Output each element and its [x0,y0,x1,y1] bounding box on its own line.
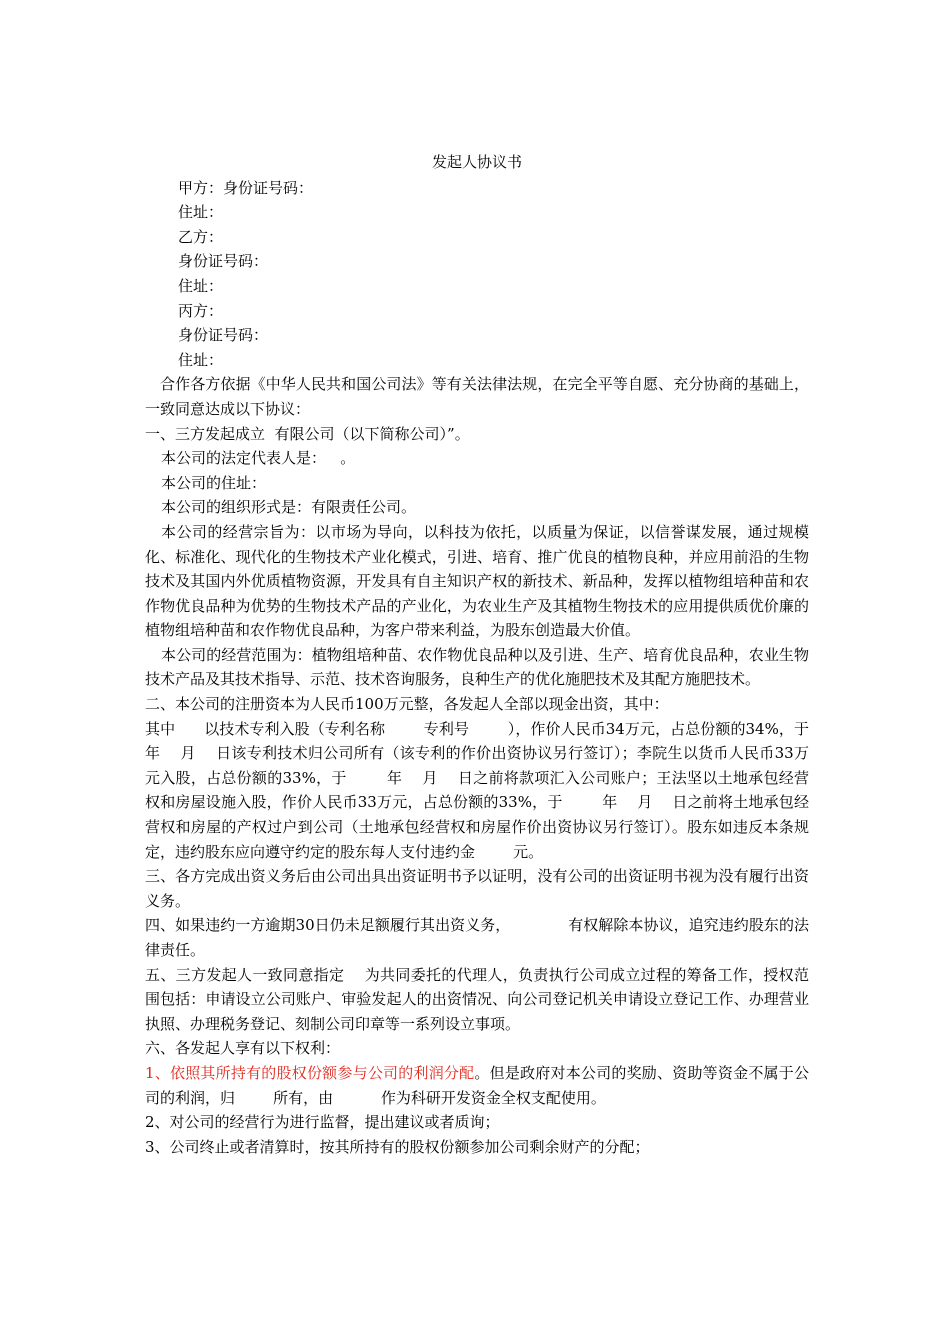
right-item-3: 3、公司终止或者清算时，按其所持有的股权份额参加公司剩余财产的分配； [145,1137,650,1156]
section-4: 四、如果违约一方逾期30日仍未足额履行其出资义务， 有权解除本协议，追究违约股东的法律责任。 [145,916,809,959]
party-a-id: 甲方：身份证号码： [178,178,314,197]
intro-paragraph: 合作各方依据《中华人民共和国公司法》等有关法律法规，在完全平等自愿、充分协商的基础上，一致同意达成以下协议： [145,375,809,418]
business-purpose: 本公司的经营宗旨为：以市场为导向，以科技为依托，以质量为保证，以信誉谋发展，通过规模化、标准化、现代化的生物技术产业化模式，引进、培育、推广优良的植物良种，并应用前沿的生物技术及其国内外优质植物资源，开发具有自主知识产权的新技术、新品种，发挥以植物组培种苗和农作物优良品种为优势的生物技术产品的产业化，为农业生产及其植物生物技术的应用提供质优价廉的植物组培种苗和农作物优良品种，为客户带来利益，为股东创造最大价值。 [145,522,809,640]
party-c-id: 身份证号码： [178,326,269,345]
legal-representative: 本公司的法定代表人是： 。 [161,449,356,468]
section-2-body: 其中 以技术专利入股（专利名称 专利号 ），作价人民币34万元，占总份额的34%，于 年 月 日该专利技术归公司所有（该专利的作价出资协议另行签订）；李院生以货币人民币33万元入股，占总份额的33%，于 年 月 日之前将款项汇入公司账户；王法坚以土地承包经营权和房屋设施入股，作价人民币33万元，占总份额的33%，于 年 月 日之前将土地承包经营权和房屋的产权过户到公司（土地承包经营权和房屋作价出资协议另行签订）。股东如违反本条规定，违约股东应向遵守约定的股东每人支付违约金 元。 [145,719,848,861]
party-c-address: 住址： [178,350,224,369]
party-b-label: 乙方： [178,227,224,246]
business-scope: 本公司的经营范围为：植物组培种苗、农作物优良品种以及引进、生产、培育优良品种，农业生物技术产品及其技术指导、示范、技术咨询服务，良种生产的优化施肥技术及其配方施肥技术。 [145,645,809,689]
right-item-1 [145,1061,809,1110]
right-item-1-rest: 。但是政府对本公司的奖励、资助等资金不属于公司的利润，归 所有，由 作为科研开发资金全权支配使用。 [145,1063,809,1107]
section-1-heading: 一、三方发起成立 有限公司（以下简称公司）”。 [145,424,470,443]
section-6-heading: 六、各发起人享有以下权利： [145,1039,341,1058]
section-5: 五、三方发起人一致同意指定 为共同委托的代理人，负责执行公司成立过程的筹备工作，授权范围包括：申请设立公司账户、审验发起人的出资情况、向公司登记机关申请设立登记工作、办理营业执照、办理税务登记、刻制公司印章等一系列设立事项。 [145,965,809,1033]
party-b-address: 住址： [178,276,224,295]
right-item-1-highlight: 依照其所持有的股权份额参与公司的利润分配 [169,1063,475,1082]
document-page [145,150,848,1159]
organization-form: 本公司的组织形式是：有限责任公司。 [161,498,417,517]
party-a-address: 住址： [178,203,224,222]
right-item-2: 2、对公司的经营行为进行监督，提出建议或者质询； [145,1113,500,1132]
right-item-1-number: 1、 [145,1063,170,1082]
company-address: 本公司的住址： [161,473,267,492]
document-title: 发起人协议书 [431,153,522,171]
section-3: 三、各方完成出资义务后由公司出具出资证明书予以证明，没有公司的出资证明书视为没有履行出资义务。 [145,867,809,910]
party-b-id: 身份证号码： [178,252,269,271]
party-c-label: 丙方： [178,301,224,320]
section-2-heading: 二、本公司的注册资本为人民币100万元整，各发起人全部以现金出资，其中： [145,695,669,714]
